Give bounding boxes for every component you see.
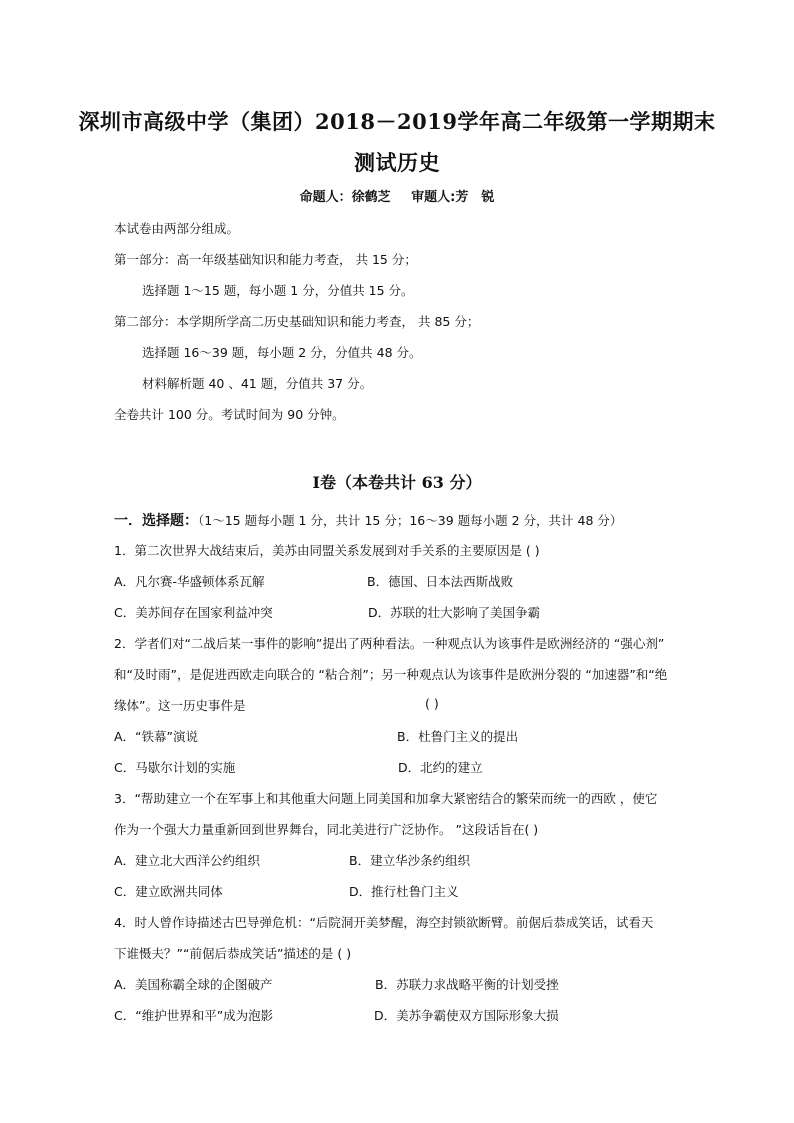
intro-line-7: 全卷共计 100 分。考试时间为 90 分钟。 — [114, 407, 345, 422]
q2-option-d: D．北约的建立 — [398, 760, 483, 775]
intro-line-1: 本试卷由两部分组成。 — [114, 221, 240, 236]
q2-stem-line2: 和“及时雨”，是促进西欧走向联合的 “粘合剂”；另一种观点认为该事件是欧洲分裂的 “加速器”和“绝 — [114, 667, 668, 682]
q3-option-b: B．建立华沙条约组织 — [349, 853, 471, 868]
section-heading-note: （1～15 题每小题 1 分，共计 15 分；16～39 题每小题 2 分，共计 48 分） — [198, 513, 623, 528]
q3-option-d: D．推行杜鲁门主义 — [349, 884, 459, 899]
section-title: Ⅰ卷（本卷共计 63 分） — [312, 473, 482, 492]
q2-stem-line1: 2．学者们对“二战后某一事件的影响”提出了两种看法。一种观点认为该事件是欧洲经济的 “强心剂” — [114, 636, 665, 651]
exam-title-line1: 深圳市高级中学（集团）2018－2019学年高二年级第一学期期末 — [78, 109, 716, 134]
q4-stem-line1: 4．时人曾作诗描述古巴导弹危机：“后院洞开美梦醒，海空封锁欲断臂。前倨后恭成笑话，试看天 — [114, 915, 654, 930]
author-name: 命题人：徐鹤芝 — [299, 190, 391, 205]
section-heading — [114, 510, 622, 530]
intro-line-4: 第二部分：本学期所学高二历史基础知识和能力考查， 共 85 分； — [114, 314, 480, 329]
q4-option-c: C．“维护世界和平”成为泡影 — [114, 1008, 274, 1023]
intro-line-3: 选择题 1～15 题，每小题 1 分，分值共 15 分。 — [142, 283, 414, 298]
author-line — [0, 186, 794, 205]
q2-stem-line3: 缘体”。这一历史事件是 — [114, 698, 246, 713]
section-heading-label: 一．选择题： — [114, 513, 198, 529]
q4-option-d: D．美苏争霸使双方国际形象大损 — [374, 1008, 559, 1023]
q1-stem: 1．第二次世界大战结束后，美苏由同盟关系发展到对手关系的主要原因是 ( ) — [114, 543, 540, 558]
q2-option-b: B．杜鲁门主义的提出 — [397, 729, 519, 744]
intro-line-2: 第一部分：高一年级基础知识和能力考查， 共 15 分； — [114, 252, 417, 267]
q2-option-a: A．“铁幕”演说 — [114, 729, 199, 744]
q1-option-a: A．凡尔赛-华盛顿体系瓦解 — [114, 574, 265, 589]
q4-option-b: B．苏联力求战略平衡的计划受挫 — [375, 977, 559, 992]
q3-option-c: C．建立欧洲共同体 — [114, 884, 223, 899]
q1-option-b: B．德国、日本法西斯战败 — [367, 574, 514, 589]
reviewer-name: 审题人:芳 锐 — [411, 190, 495, 205]
exam-title-line2: 测试历史 — [354, 150, 440, 175]
q3-stem-line1: 3．“帮助建立一个在军事上和其他重大问题上同美国和加拿大紧密结合的繁荣而统一的西欧 ，使它 — [114, 791, 658, 806]
q4-option-a: A．美国称霸全球的企图破产 — [114, 977, 273, 992]
q2-answer-paren: ( ) — [425, 696, 439, 711]
q4-stem-line2: 下谁慑夫？”“前倨后恭成笑话”描述的是 ( ) — [114, 946, 352, 961]
q3-stem-line2: 作为一个强大力量重新回到世界舞台，同北美进行广泛协作。 ”这段话旨在( ) — [114, 822, 539, 837]
q1-option-d: D．苏联的壮大影响了美国争霸 — [368, 605, 541, 620]
intro-line-5: 选择题 16～39 题，每小题 2 分，分值共 48 分。 — [142, 345, 422, 360]
q3-option-a: A．建立北大西洋公约组织 — [114, 853, 261, 868]
intro-line-6: 材料解析题 40 、41 题，分值共 37 分。 — [142, 376, 373, 391]
q2-option-c: C．马歇尔计划的实施 — [114, 760, 236, 775]
q1-option-c: C．美苏间存在国家利益冲突 — [114, 605, 273, 620]
